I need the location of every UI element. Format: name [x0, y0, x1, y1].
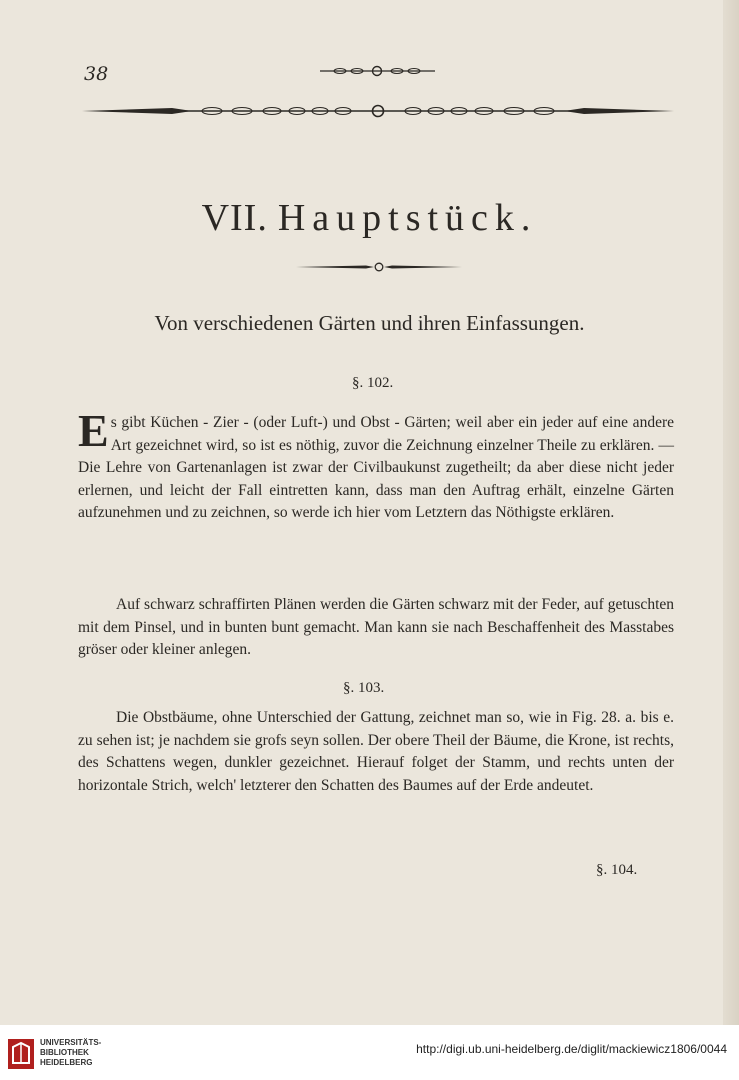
library-footer [0, 1025, 739, 1080]
chapter-number: VII. [201, 197, 268, 239]
paragraph-3: Die Obstbäume, ohne Unterschied der Gattung, zeichnet man so, wie in Fig. 28. a. bis e. zu sehen ist; je nachdem sie grofs seyn sollen. Der obere Theil der Bäume, die Krone, ist rechts, des Schattens wegen, dunkler gezeichnet. Hierauf folget der Stamm, und rechts unten der horizontale Strich, welch' letzterer den Schatten des Baumes auf der Erde andeutet. [78, 709, 674, 794]
heading-rule [296, 262, 462, 272]
page-number: 38 [84, 63, 109, 85]
paragraph-2: Auf schwarz schraffirten Plänen werden die Gärten schwarz mit der Feder, auf getuschten mit dem Pinsel, und in bunten bunt gemacht. Man kann sie nach Beschaffenheit des Masstabes gröser oder kleiner anlegen. [78, 596, 674, 659]
chapter-title: Hauptstück. [277, 197, 538, 239]
top-ornament [320, 64, 435, 78]
drop-cap: E [78, 405, 109, 456]
permalink-url[interactable]: http://digi.ub.uni-heidelberg.de/diglit/mackiewicz1806/0044 [416, 1042, 727, 1056]
page-edge [723, 0, 739, 1025]
paragraph-1 [78, 405, 674, 525]
library-name: UNIVERSITÄTS- BIBLIOTHEK HEIDELBERG [40, 1038, 102, 1067]
chapter-subtitle: Von verschiedenen Gärten und ihren Einfassungen. [154, 311, 585, 335]
section-103-heading: §. 103. [343, 680, 385, 696]
library-logo-icon [8, 1039, 34, 1069]
catchword: §. 104. [596, 862, 638, 878]
section-102-heading: §. 102. [352, 375, 394, 391]
ornamental-rule [82, 104, 674, 118]
chapter-heading [0, 196, 739, 240]
paragraph-1-text: s gibt Küchen - Zier - (oder Luft-) und Obst - Gärten; weil aber ein jeder auf eine andere Art gezeichnet wird, so ist es nöthig, zuvor die Zeichnung einzelner Theile zu erklären. — Die Lehre von Gartenanlagen ist zwar der Civilbaukunst zugetheilt; da aber diese nicht jeder erlernen, und leicht der Fall eintretten kann, dass man den Auftrag erhält, einzelne Gärten aufzunehmen und zu zeichnen, so werde ich hier vom Letztern das Nöthigste erklären. [78, 414, 674, 522]
